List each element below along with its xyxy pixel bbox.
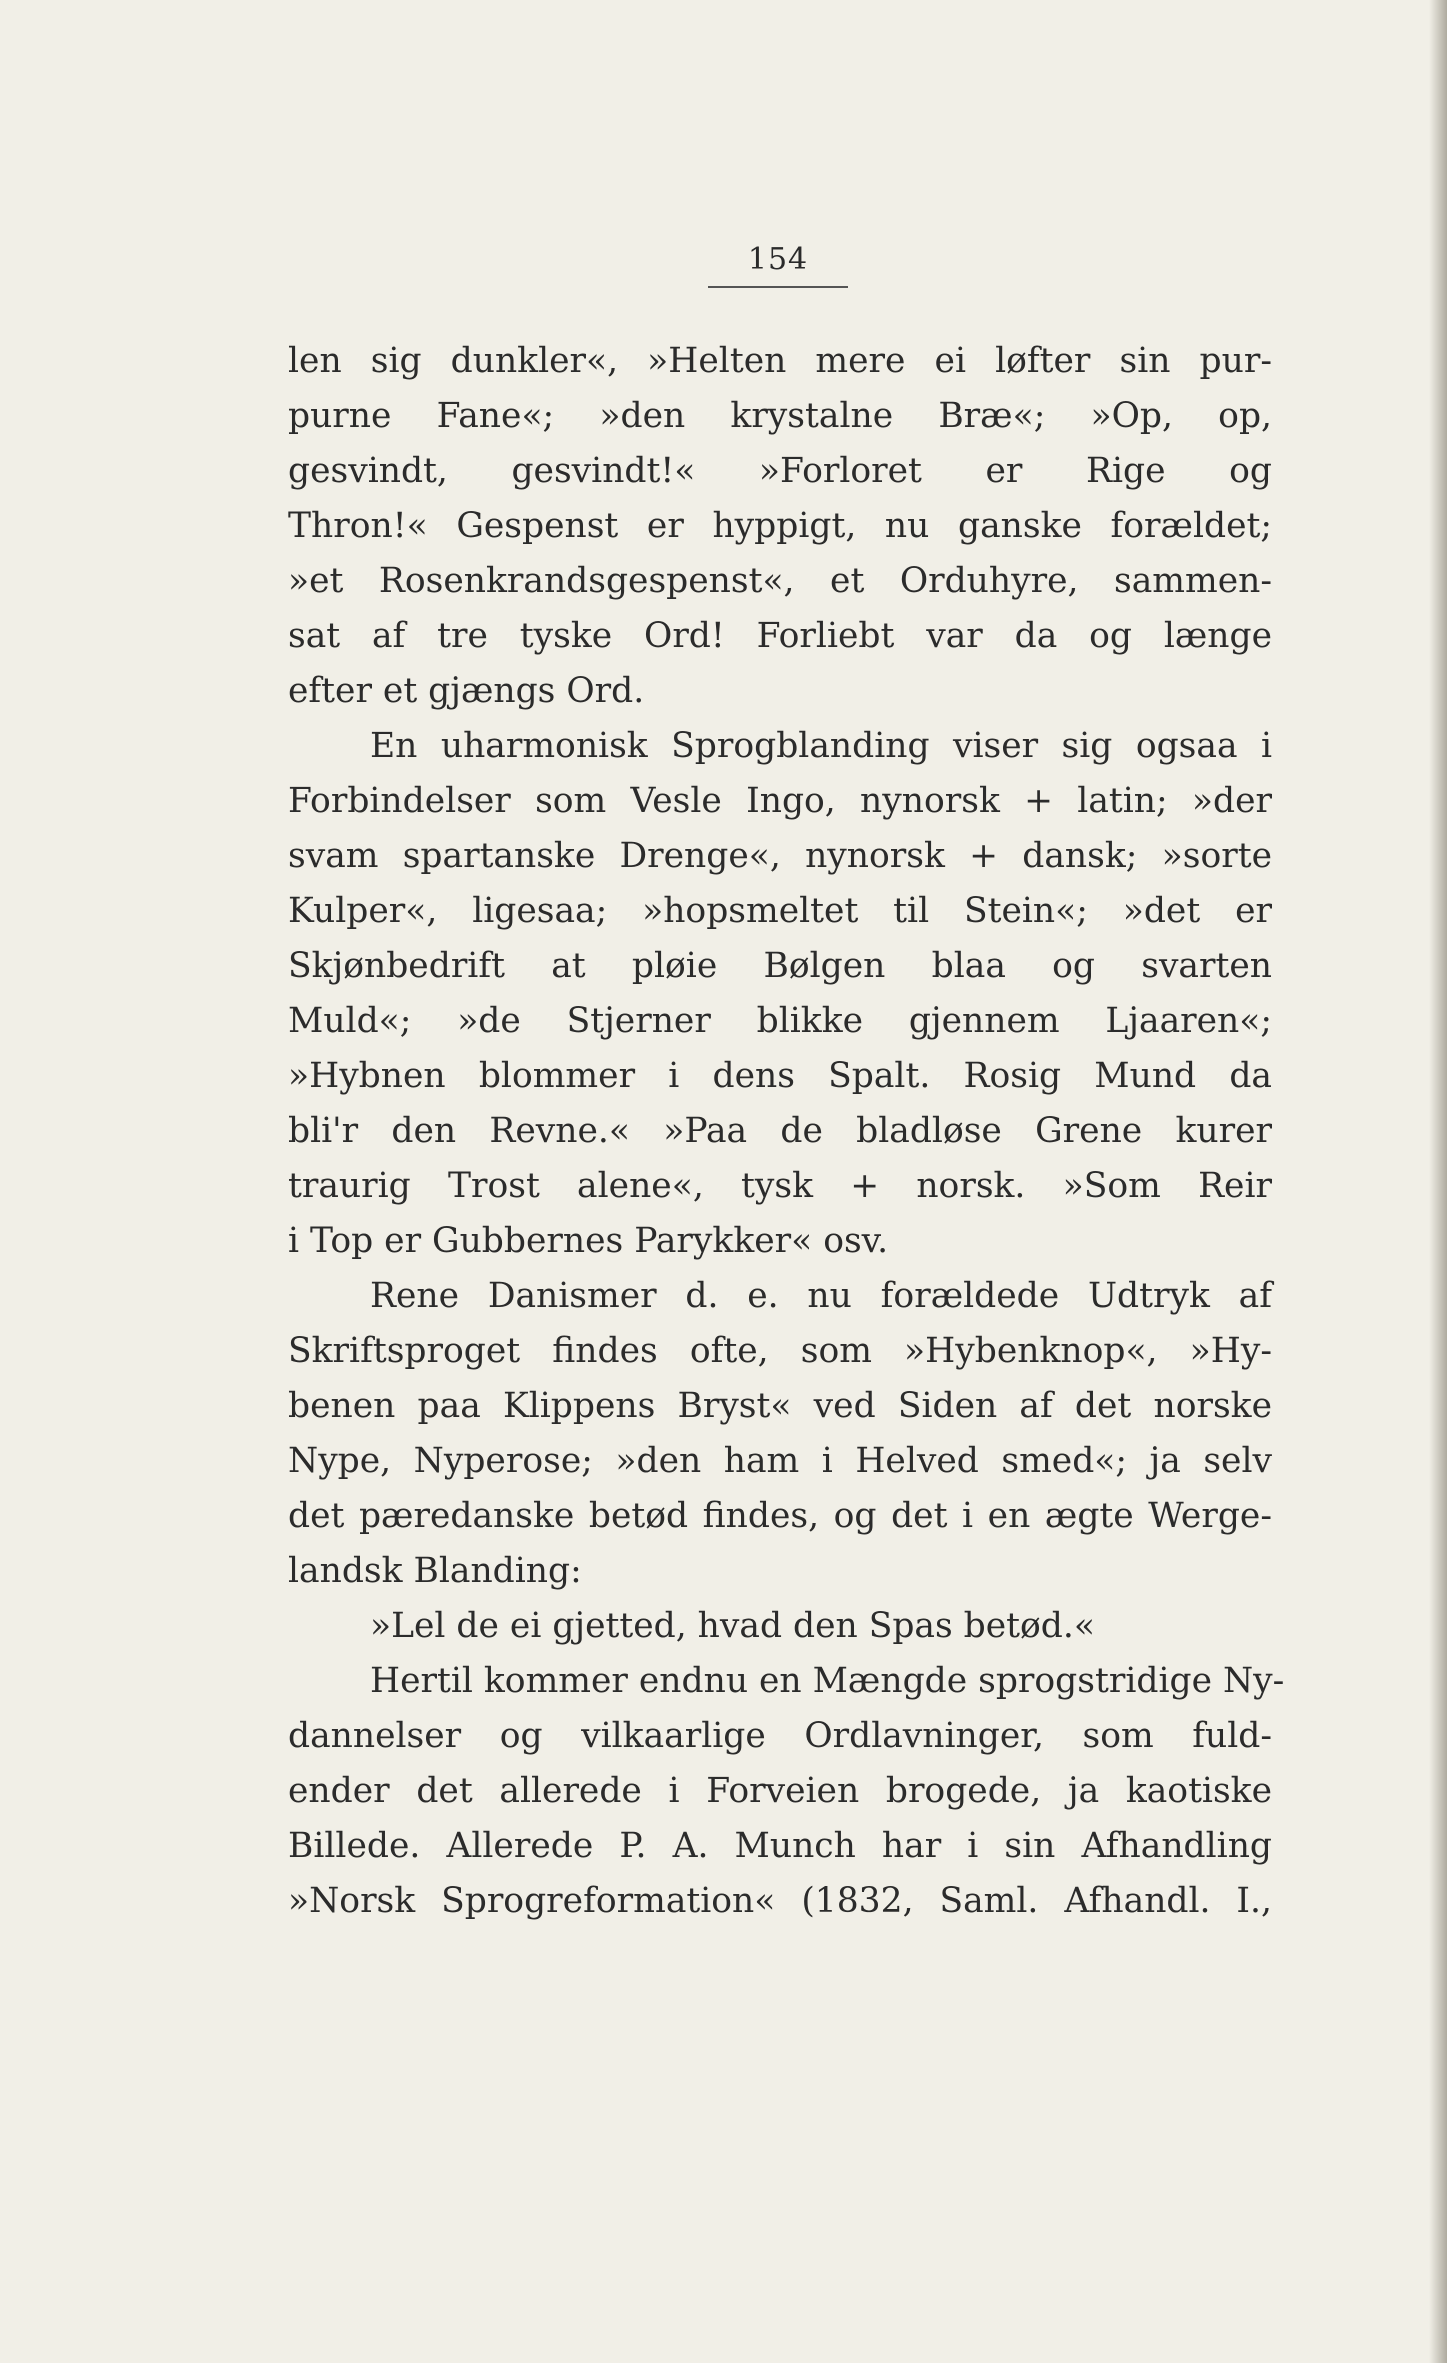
text-line: landsk Blanding: [288, 1551, 582, 1591]
text-line: det pæredanske betød findes, og det i en ægte Werge- [288, 1496, 1272, 1536]
text-line: Forbindelser som Vesle Ingo, nynorsk + latin; »der [288, 781, 1272, 821]
text-line: »Hybnen blommer i dens Spalt. Rosig Mund da [288, 1056, 1272, 1096]
text-line: Hertil kommer endnu en Mængde sprogstridige Ny- [370, 1661, 1285, 1701]
text-line: traurig Trost alene«, tysk + norsk. »Som Reir [288, 1166, 1272, 1206]
text-line: sat af tre tyske Ord! Forliebt var da og længe [288, 616, 1272, 656]
text-line: Thron!« Gespenst er hyppigt, nu ganske forældet; [288, 506, 1272, 546]
text-line: bli'r den Revne.« »Paa de bladløse Grene kurer [288, 1111, 1272, 1151]
text-line: Skriftsproget findes ofte, som »Hybenknop«, »Hy- [288, 1331, 1272, 1371]
text-line: benen paa Klippens Bryst« ved Siden af det norske [288, 1386, 1272, 1426]
text-line: Nype, Nyperose; »den ham i Helved smed«; ja selv [288, 1441, 1272, 1481]
text-line: Muld«; »de Stjerner blikke gjennem Ljaaren«; [288, 1001, 1272, 1041]
text-line: Rene Danismer d. e. nu forældede Udtryk af [370, 1276, 1272, 1316]
text-line: Skjønbedrift at pløie Bølgen blaa og svarten [288, 946, 1272, 986]
text-line: i Top er Gubbernes Parykker« osv. [288, 1221, 889, 1261]
page-edge-shadow [1429, 0, 1447, 2363]
text-line: svam spartanske Drenge«, nynorsk + dansk; »sorte [288, 836, 1272, 876]
text-line: Kulper«, ligesaa; »hopsmeltet til Stein«; »det er [288, 891, 1272, 931]
text-line: ender det allerede i Forveien brogede, ja kaotiske [288, 1771, 1272, 1811]
text-line: purne Fane«; »den krystalne Bræ«; »Op, op, [288, 396, 1272, 436]
text-line: len sig dunkler«, »Helten mere ei løfter sin pur- [288, 341, 1272, 381]
text-line: »Norsk Sprogreformation« (1832, Saml. Afhandl. I., [288, 1881, 1272, 1921]
text-line: »et Rosenkrandsgespenst«, et Orduhyre, sammen- [288, 561, 1272, 601]
text-line: Billede. Allerede P. A. Munch har i sin Afhandling [288, 1826, 1272, 1866]
text-line: efter et gjængs Ord. [288, 671, 645, 711]
text-line: gesvindt, gesvindt!« »Forloret er Rige og [288, 451, 1272, 491]
text-line: En uharmonisk Sprogblanding viser sig ogsaa i [370, 726, 1272, 766]
page-number: 154 [747, 242, 809, 277]
body-text [288, 334, 1285, 1929]
page-number-rule [708, 286, 848, 288]
text-line: dannelser og vilkaarlige Ordlavninger, som fuld- [288, 1716, 1272, 1756]
text-line: »Lel de ei gjetted, hvad den Spas betød.« [370, 1606, 1095, 1646]
